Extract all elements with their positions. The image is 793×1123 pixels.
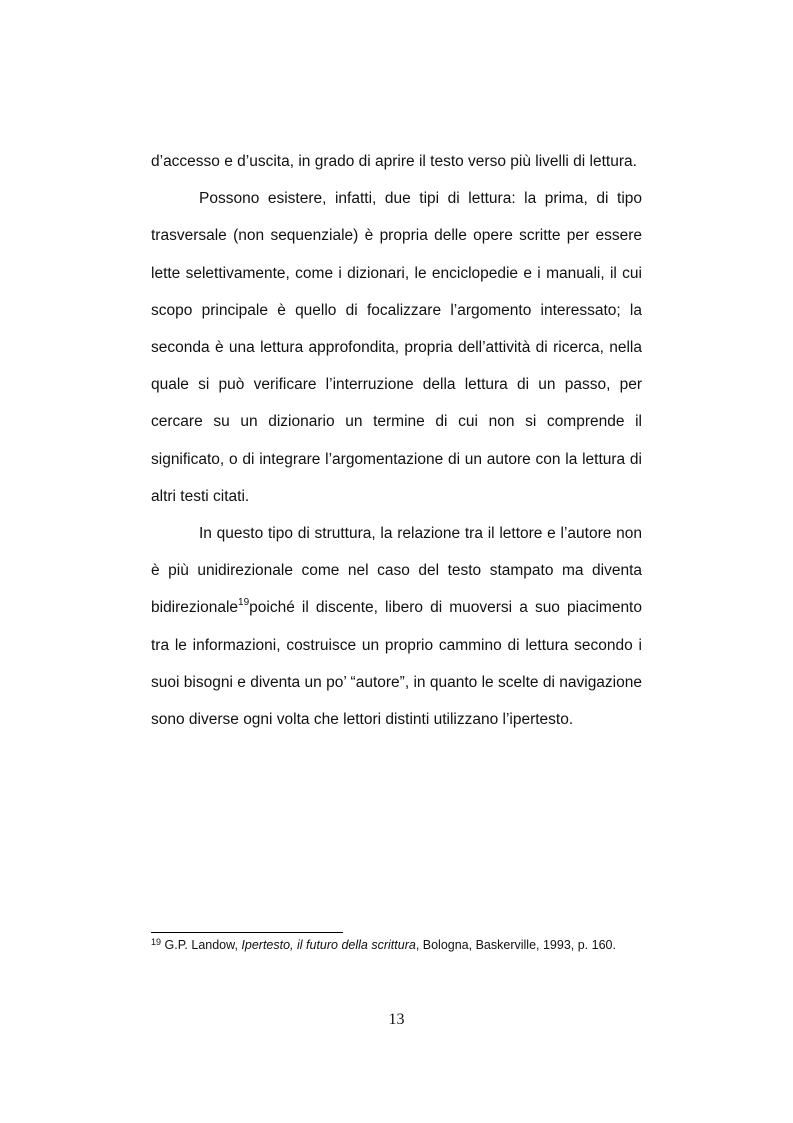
paragraph-2: Possono esistere, infatti, due tipi di lettura: la prima, di tipo trasversale (non sequenziale) è propria delle opere scritte per essere lette selettivamente, come i dizionari, le enciclopedie e i manuali, il cui scopo principale è quello di focalizzare l’argomento interessato; la seconda è una lettura approfondita, propria dell’attività di ricerca, nella quale si può verificare l’interruzione della lettura di un passo, per cercare su un dizionario un termine di cui non si comprende il significato, o di integrare l’argomentazione di un autore con la lettura di altri testi citati. bbox=[151, 190, 642, 505]
paragraph-1: d’accesso e d’uscita, in grado di aprire il testo verso più livelli di lettura. bbox=[151, 153, 637, 170]
body-text bbox=[151, 143, 642, 738]
footnote-details: , Bologna, Baskerville, 1993, p. 160. bbox=[415, 938, 616, 952]
footnote-author: G.P. Landow, bbox=[164, 938, 242, 952]
footnote-title: Ipertesto, il futuro della scrittura bbox=[241, 938, 416, 952]
footnote bbox=[151, 937, 642, 954]
footnote-separator bbox=[151, 932, 343, 933]
footnote-number: 19 bbox=[151, 937, 162, 947]
page-number: 13 bbox=[388, 1011, 405, 1028]
footnote-reference[interactable]: 19 bbox=[238, 597, 250, 609]
paragraph-3 bbox=[151, 515, 642, 738]
paragraph-3-text-end: poiché il discente, libero di muoversi a suo piacimento tra le informazioni, costruisce un proprio cammino di lettura secondo i suoi bisogni e diventa un po’ “autore”, in quanto le scelte di navigazione sono diverse ogni volta che lettori distinti utilizzano l’ipertesto. bbox=[151, 599, 642, 729]
paragraph-3-text-start: In questo tipo di struttura, la relazione tra il lettore e l’autore non è più unidirezionale come nel caso del testo stampato ma diventa bidirezionale bbox=[151, 525, 642, 617]
